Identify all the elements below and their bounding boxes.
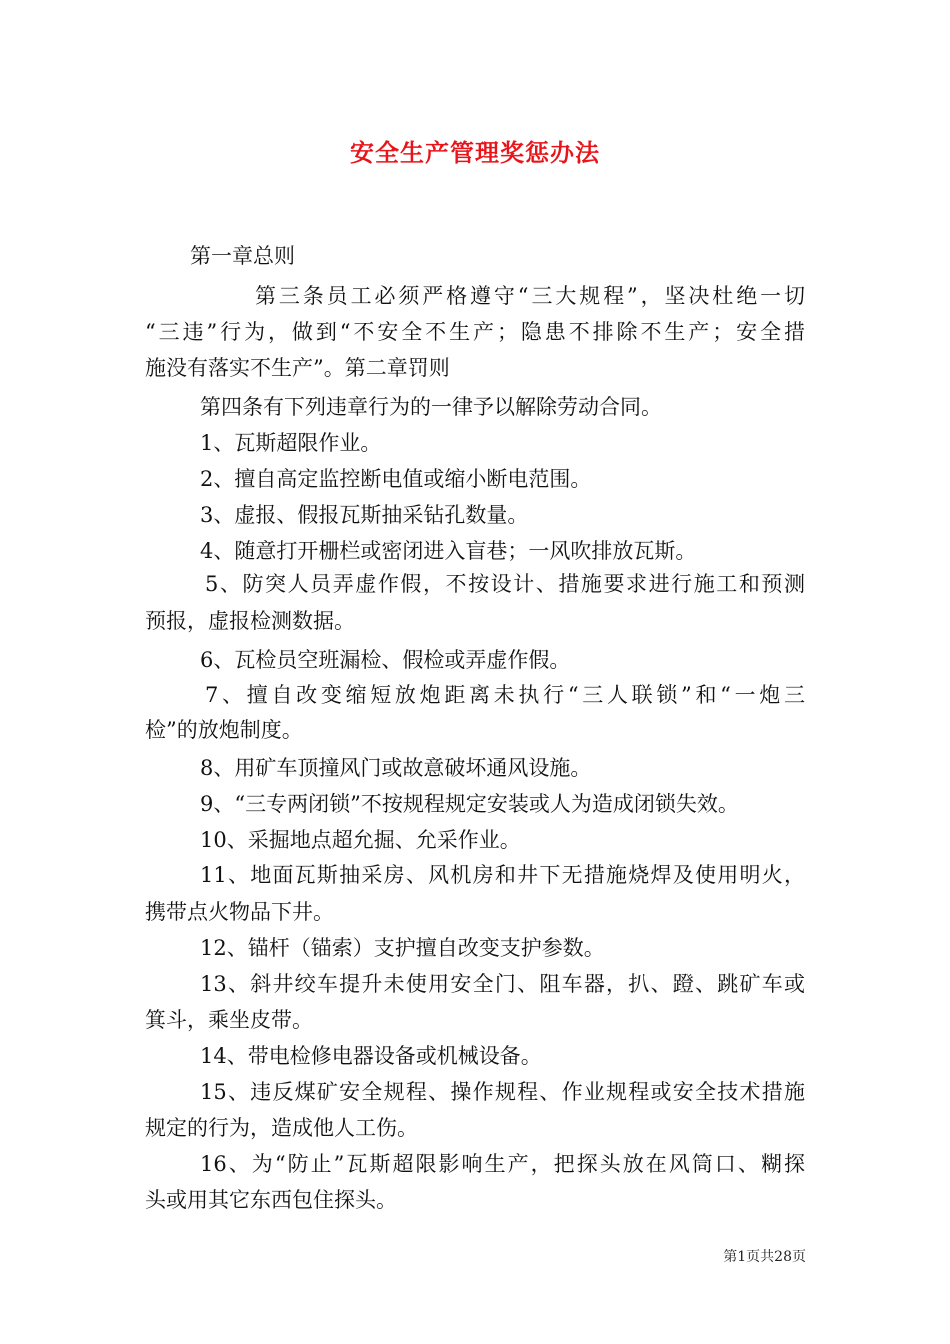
list-item: 12、锚杆（锚索）支护擅自改变支护参数。: [200, 936, 605, 960]
list-item-continued: 箕斗，乘坐皮带。: [145, 1008, 313, 1032]
list-item-continued: 规定的行为，造成他人工伤。: [145, 1116, 418, 1140]
paragraph-line: 第四条有下列违章行为的一律予以解除劳动合同。: [200, 395, 662, 419]
list-item: 5、防突人员弄虚作假，不按设计、措施要求进行施工和预测: [205, 572, 805, 596]
list-item: 16、为“防止”瓦斯超限影响生产，把探头放在风筒口、糊探: [200, 1152, 805, 1176]
paragraph-line: 第三条员工必须严格遵守“三大规程”，坚决杜绝一切: [255, 284, 805, 308]
list-item: 7、擅自改变缩短放炮距离未执行“三人联锁”和“一炮三: [205, 683, 805, 707]
list-item: 9、“三专两闭锁”不按规程规定安装或人为造成闭锁失效。: [200, 792, 739, 816]
list-item: 15、违反煤矿安全规程、操作规程、作业规程或安全技术措施: [200, 1080, 805, 1104]
list-item: 11、地面瓦斯抽采房、风机房和井下无措施烧焊及使用明火，: [200, 863, 805, 887]
list-item: 14、带电检修电器设备或机械设备。: [200, 1044, 542, 1068]
list-item-continued: 头或用其它东西包住探头。: [145, 1188, 397, 1212]
list-item-continued: 检”的放炮制度。: [145, 718, 303, 742]
list-item-continued: 预报，虚报检测数据。: [145, 609, 355, 633]
list-item: 1、瓦斯超限作业。: [200, 431, 382, 455]
list-item: 4、随意打开栅栏或密闭进入盲巷；一风吹排放瓦斯。: [200, 539, 697, 563]
chapter-heading: 第一章总则: [190, 244, 295, 268]
list-item-continued: 携带点火物品下井。: [145, 900, 334, 924]
page-number: 第1页共28页: [723, 1249, 806, 1265]
list-item: 8、用矿车顶撞风门或故意破坏通风设施。: [200, 756, 592, 780]
list-item: 13、斜井绞车提升未使用安全门、阻车器，扒、蹬、跳矿车或: [200, 972, 805, 996]
document-title: 安全生产管理奖惩办法: [350, 138, 600, 167]
list-item: 2、擅自高定监控断电值或缩小断电范围。: [200, 467, 592, 491]
paragraph-line: 施没有落实不生产”。第二章罚则: [145, 356, 450, 380]
list-item: 10、采掘地点超允掘、允采作业。: [200, 828, 521, 852]
list-item: 3、虚报、假报瓦斯抽采钻孔数量。: [200, 503, 529, 527]
list-item: 6、瓦检员空班漏检、假检或弄虚作假。: [200, 648, 571, 672]
paragraph-line: “三违”行为，做到“不安全不生产；隐患不排除不生产；安全措: [145, 320, 805, 344]
